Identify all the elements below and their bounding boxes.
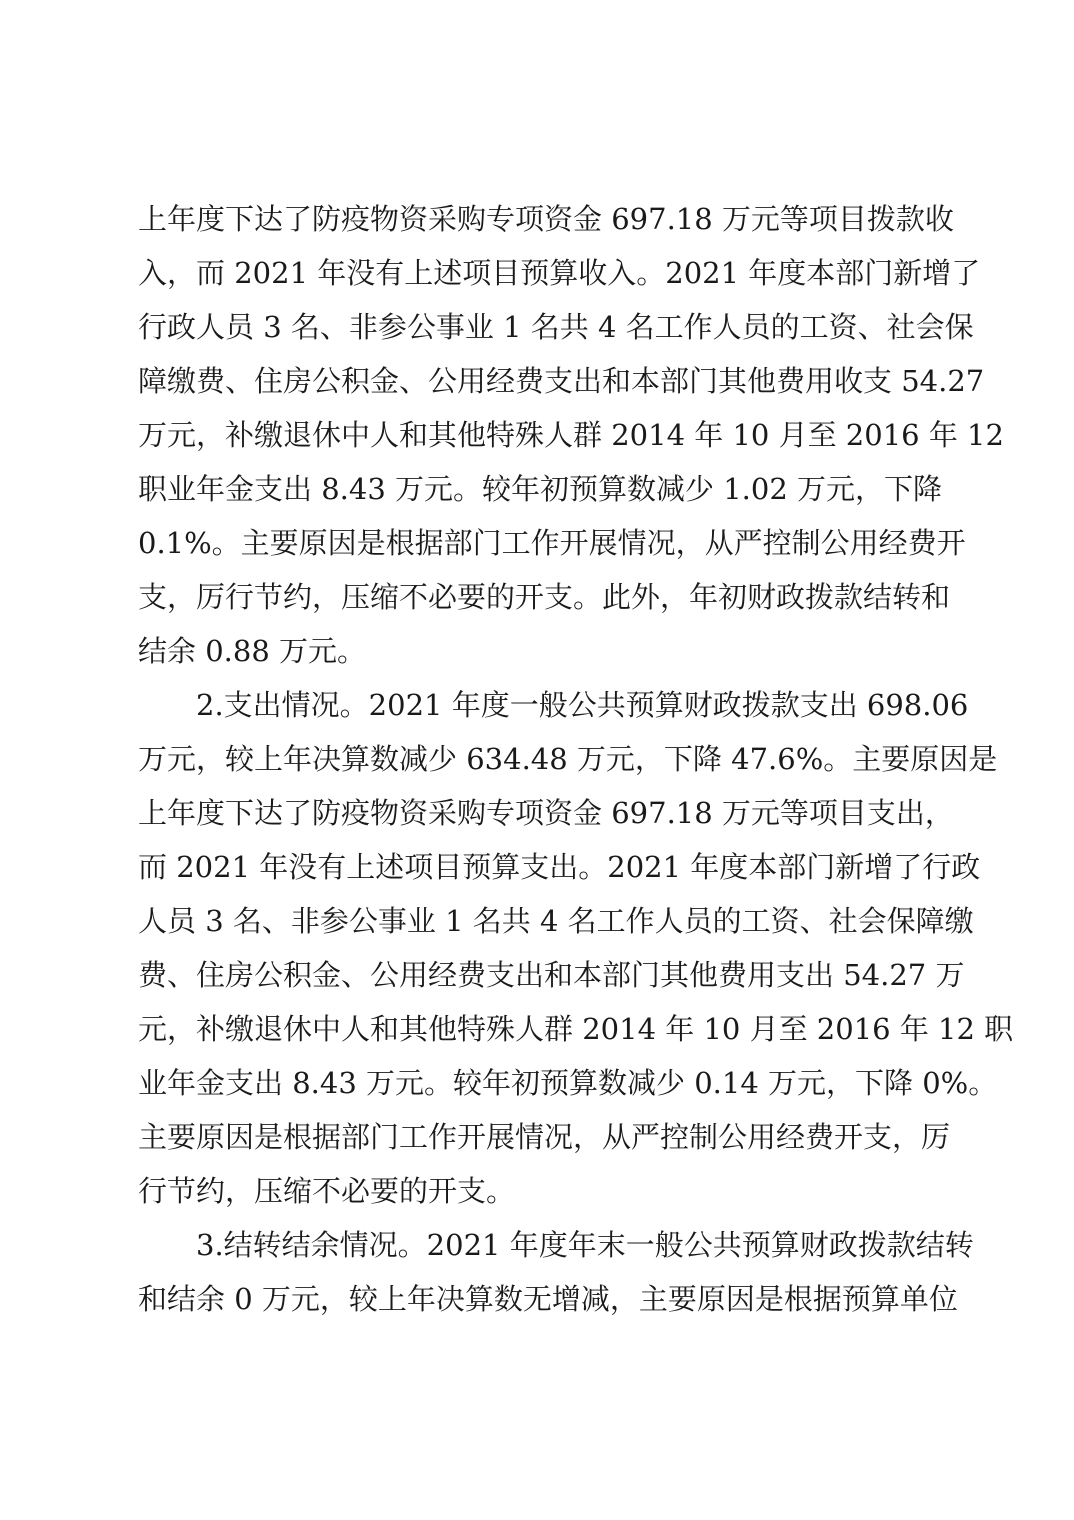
text-line: 障缴费、住房公积金、公用经费支出和本部门其他费用收支 54.27 (138, 364, 985, 398)
text-line: 上年度下达了防疫物资采购专项资金 697.18 万元等项目拨款收 (138, 202, 954, 236)
text-line: 而 2021 年没有上述项目预算支出。2021 年度本部门新增了行政 (138, 850, 981, 884)
text-line: 主要原因是根据部门工作开展情况，从严控制公用经费开支，厉 (138, 1120, 951, 1154)
text-line: 0.1%。主要原因是根据部门工作开展情况，从严控制公用经费开 (138, 526, 966, 560)
text-line: 元，补缴退休中人和其他特殊人群 2014 年 10 月至 2016 年 12 职 (138, 1012, 1014, 1046)
text-line: 支，厉行节约，压缩不必要的开支。此外，年初财政拨款结转和 (138, 580, 951, 614)
text-line: 人员 3 名、非参公事业 1 名共 4 名工作人员的工资、社会保障缴 (138, 904, 974, 938)
section-heading-line: 2.支出情况。2021 年度一般公共预算财政拨款支出 698.06 (196, 688, 969, 722)
text-line: 万元，较上年决算数减少 634.48 万元，下降 47.6%。主要原因是 (138, 742, 998, 776)
text-line: 万元，补缴退休中人和其他特殊人群 2014 年 10 月至 2016 年 12 (138, 418, 1004, 452)
text-line: 行政人员 3 名、非参公事业 1 名共 4 名工作人员的工资、社会保 (138, 310, 974, 344)
text-line: 业年金支出 8.43 万元。较年初预算数减少 0.14 万元，下降 0%。 (138, 1066, 998, 1100)
text-line: 上年度下达了防疫物资采购专项资金 697.18 万元等项目支出， (138, 796, 954, 830)
text-line: 和结余 0 万元，较上年决算数无增减，主要原因是根据预算单位 (138, 1282, 958, 1316)
text-line: 结余 0.88 万元。 (138, 634, 367, 668)
text-line: 行节约，压缩不必要的开支。 (138, 1174, 516, 1208)
section-heading-line: 3.结转结余情况。2021 年度年末一般公共预算财政拨款结转 (196, 1228, 974, 1262)
text-line: 入，而 2021 年没有上述项目预算收入。2021 年度本部门新增了 (138, 256, 981, 290)
text-line: 费、住房公积金、公用经费支出和本部门其他费用支出 54.27 万 (138, 958, 965, 992)
text-line: 职业年金支出 8.43 万元。较年初预算数减少 1.02 万元，下降 (138, 472, 943, 506)
body-text (138, 192, 1014, 1326)
